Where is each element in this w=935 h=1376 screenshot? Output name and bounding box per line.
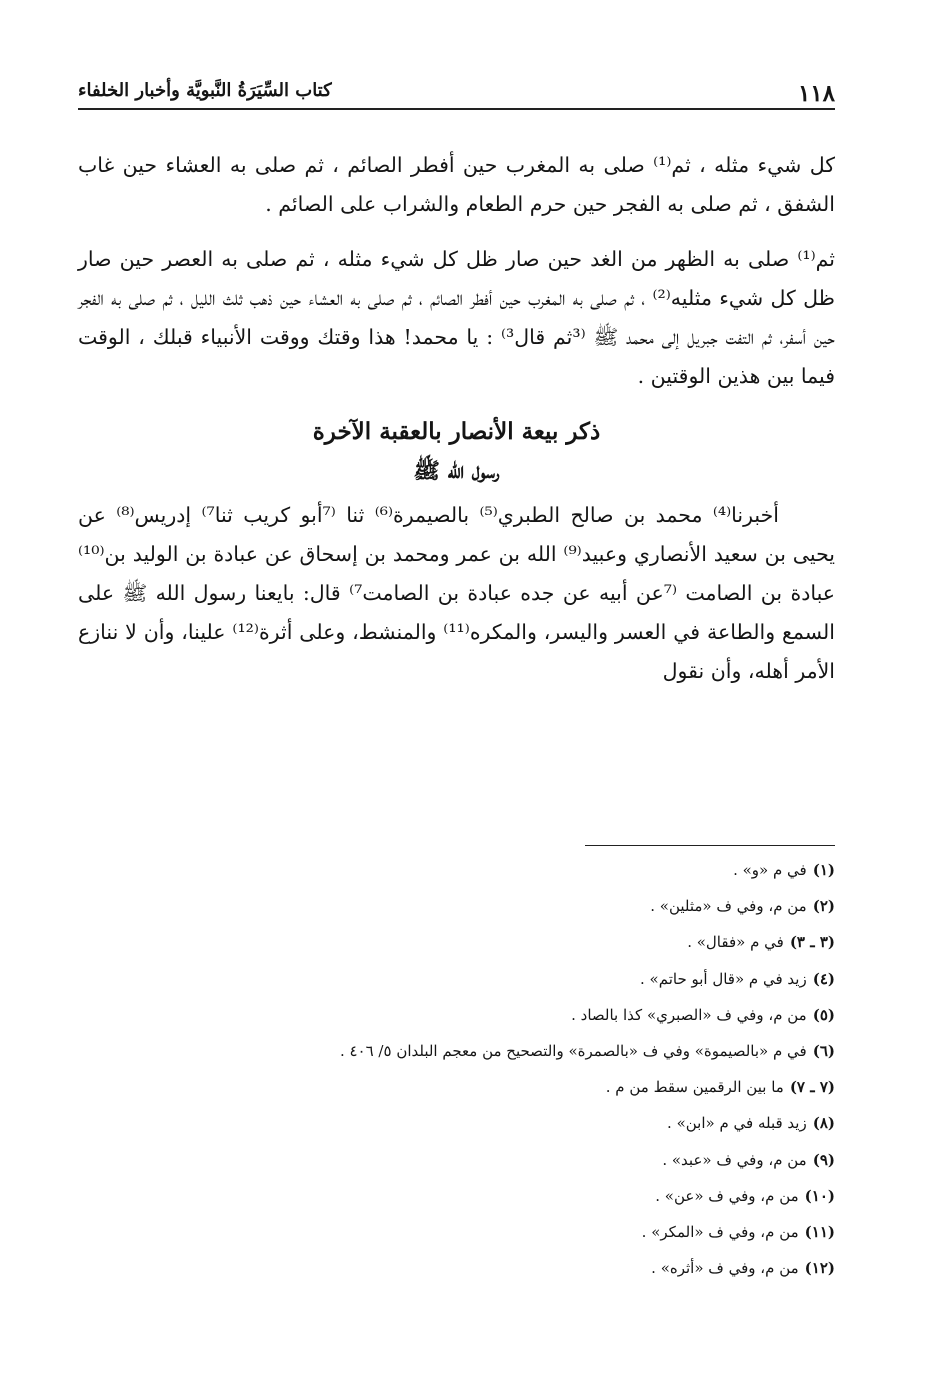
footnote-text: من م، وفي ف «الصبري» كذا بالصاد . (571, 1005, 807, 1024)
footnote-number: (١١) (804, 1223, 835, 1242)
paragraph-1: كل شيء مثله ، ثم⁽¹⁾ صلى به المغرب حين أفطر الصائم ، ثم صلى به العشاء حين غاب الشفق ، ثم صلى به الفجر حين حرم الطعام والشراب على الصائم . (78, 153, 835, 216)
footnote-number: (٨) (812, 1114, 835, 1133)
header-rule (78, 108, 835, 110)
footnotes (155, 852, 835, 1286)
page-header (78, 74, 835, 110)
footnote (155, 1142, 835, 1178)
footnote-text: من م، وفي ف «المكر» . (641, 1223, 799, 1242)
footnote-text: ما بين الرقمين سقط من م . (605, 1078, 784, 1097)
footnote-text: من م، وفي ف «عن» . (655, 1186, 799, 1205)
footnote (155, 1033, 835, 1069)
footnote-number: (١٠) (804, 1186, 835, 1205)
footnote-text: في م «فقال» . (687, 933, 784, 952)
footnote-number: (٢) (812, 897, 835, 916)
page-number: ١١٨ (797, 80, 835, 107)
footnote-rule (585, 845, 835, 846)
section-heading: ذكر بيعة الأنصار بالعقبة الآخرة (312, 418, 601, 445)
footnote (155, 852, 835, 888)
footnote-number: (١) (812, 861, 835, 879)
footnote-number: (٩) (812, 1150, 835, 1169)
footnote-number: (٧ ـ ٧) (789, 1078, 835, 1097)
paragraph-2: ثم⁽¹⁾ صلى به الظهر من الغد حين صار ظل كل شيء مثله ، ثم صلى به العصر حين صار ظل كل شيء مثليه⁽²⁾ ، ثم صلى به المغرب حين أفطر الصائم ، ثم صلى به العشاء حين ذهب ثلث الليل ، ثم صلى به الفجر حين أسفر، ثم التفت جبريل إلى محمد ﷺ ⁽³ثم قال³⁾ : يا محمد! هذا وقتك ووقت الأنبياء قبلك ، الوقت فيما بين هذين الوقتين . (78, 247, 835, 388)
paragraph-3: أخبرنا⁽⁴⁾ محمد بن صالح الطبري⁽⁵⁾ بالصيمرة⁽⁶⁾ ثنا ⁽⁷أبو كريب ثنا⁷⁾ إدريس⁽⁸⁾ عن يحيى بن سعيد الأنصاري وعبيد⁽⁹⁾ الله بن عمر ومحمد بن إسحاق عن عبادة بن الوليد بن⁽¹⁰⁾ عبادة بن الصامت ⁽⁷عن أبيه عن جده عبادة بن الصامت⁷⁾ قال: بايعنا رسول الله ﷺ على السمع والطاعة في العسر واليسر، والمكره⁽¹¹⁾ والمنشط، وعلى أثرة⁽¹²⁾ علينا، وأن لا ننازع الأمر أهله، وأن نقول (78, 503, 836, 683)
footnote-text: من م، وفي ف «عبد» . (662, 1150, 807, 1169)
footnote (155, 997, 835, 1033)
footnote-text: في م «بالصيموة» وفي ف «بالصمرة» والتصحيح من معجم البلدان ٥/ ٤٠٦ . (339, 1042, 807, 1061)
footnote-number: (٦) (812, 1042, 835, 1061)
footnote-text: زيد قبله في م «ابن» . (667, 1114, 807, 1133)
footnote (155, 1178, 835, 1214)
footnote-number: (٤) (812, 969, 835, 988)
footnote (155, 1250, 835, 1286)
footnote-text: في م «و» . (733, 861, 807, 879)
footnote-number: (١٢) (804, 1259, 835, 1278)
footnote-number: (٣ ـ ٣) (789, 933, 835, 952)
footnote (155, 961, 835, 997)
footnote (155, 1214, 835, 1250)
footnote (155, 1105, 835, 1141)
footnote (155, 924, 835, 960)
footnote-text: من م، وفي ف «مثلين» . (650, 897, 807, 916)
section-heading-line-2: رسول الله ﷺ (413, 458, 500, 484)
footnote-number: (٥) (812, 1005, 835, 1024)
main-text (78, 146, 835, 707)
footnote (155, 1069, 835, 1105)
running-title: كتاب السِّيَرَةُ النَّبويَّة وأخبار الخلفاء (78, 80, 332, 101)
footnote-text: من م، وفي ف «أثره» . (651, 1259, 799, 1278)
footnote-text: زيد في م «قال أبو حاتم» . (640, 969, 807, 988)
footnote (155, 888, 835, 924)
